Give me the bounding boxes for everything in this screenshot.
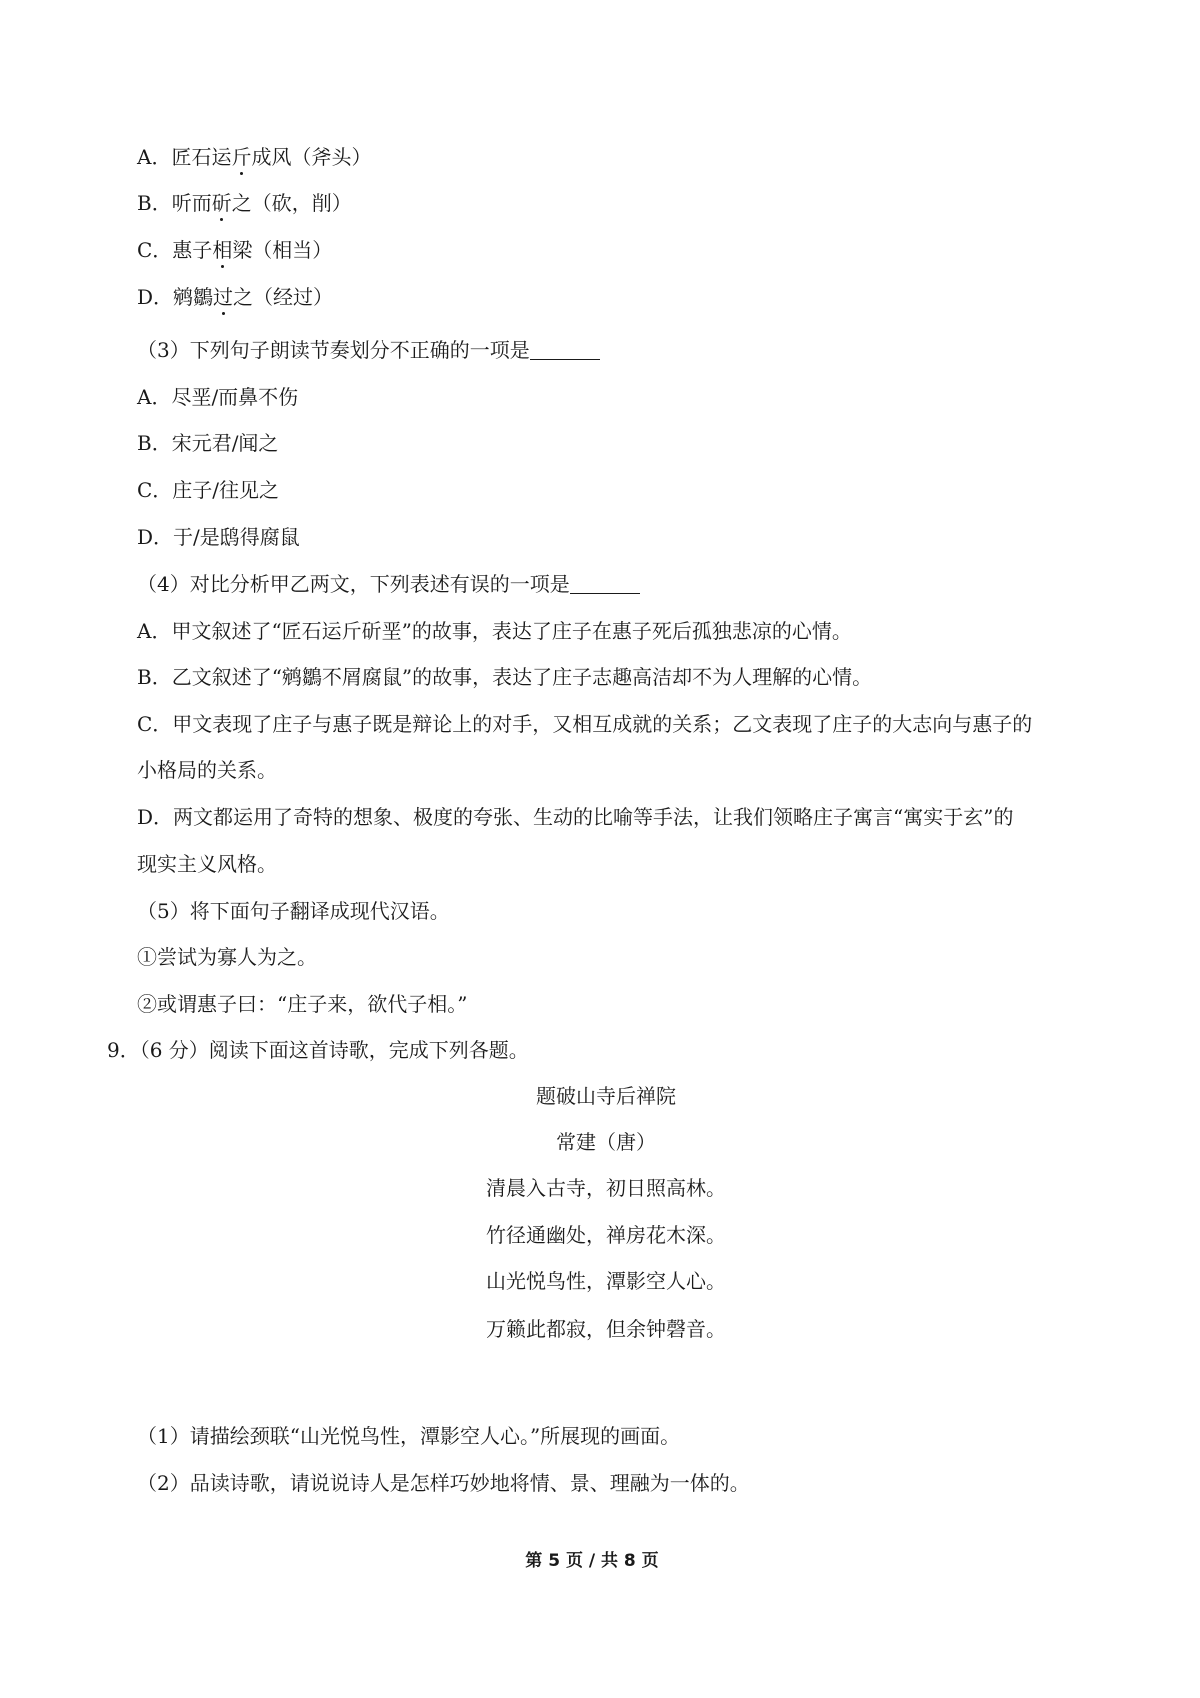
option-text: 梁（相当） xyxy=(232,238,333,262)
q4-option-d: D．两文都运用了奇特的想象、极度的夸张、生动的比喻等手法，让我们领略庄子寓言“寓实于玄”的 xyxy=(137,805,1014,829)
answer-blank xyxy=(530,339,600,360)
emphasized-char: 斤 xyxy=(231,145,252,169)
q4-option-d-continued: 现实主义风格。 xyxy=(137,852,277,876)
q5-item-1: ①尝试为寡人为之。 xyxy=(137,945,317,969)
q4-stem xyxy=(137,570,640,598)
option-text: 之（砍，削） xyxy=(231,191,352,215)
question-text: （3）下列句子朗读节奏划分不正确的一项是 xyxy=(137,338,530,362)
q2-option-a xyxy=(137,143,371,171)
q3-option-a: A．尽垩/而鼻不伤 xyxy=(137,385,299,409)
poem-title: 题破山寺后禅院 xyxy=(536,1084,676,1108)
poem-line: 清晨入古寺，初日照高林。 xyxy=(486,1176,726,1200)
answer-blank xyxy=(570,573,640,594)
q9-stem: 9．（6 分）阅读下面这首诗歌，完成下列各题。 xyxy=(107,1038,529,1062)
option-text: A．匠石运 xyxy=(137,145,232,169)
q2-option-d xyxy=(137,283,333,311)
q4-option-c: C．甲文表现了庄子与惠子既是辩论上的对手，又相互成就的关系；乙文表现了庄子的大志向与惠子的 xyxy=(137,712,1033,736)
q5-item-2: ②或谓惠子曰：“庄子来，欲代子相。” xyxy=(137,992,468,1016)
q3-option-c: C．庄子/往见之 xyxy=(137,478,280,502)
page-footer: 第 5 页 / 共 8 页 xyxy=(525,1551,659,1571)
q3-stem xyxy=(137,336,600,364)
q3-option-d: D．于/是鸱得腐鼠 xyxy=(137,525,300,549)
poem-line: 山光悦鸟性，潭影空人心。 xyxy=(486,1269,726,1293)
q5-stem: （5）将下面句子翻译成现代汉语。 xyxy=(137,899,450,923)
q4-option-a: A．甲文叙述了“匠石运斤斫垩”的故事，表达了庄子在惠子死后孤独悲凉的心情。 xyxy=(137,619,852,643)
q3-option-b: B．宋元君/闻之 xyxy=(137,431,279,455)
poem-line: 竹径通幽处，禅房花木深。 xyxy=(486,1223,726,1247)
emphasized-char: 斫 xyxy=(211,191,232,215)
emphasized-char: 过 xyxy=(213,285,234,309)
option-text: D．鹓鶵 xyxy=(137,285,214,309)
option-text: 之（经过） xyxy=(233,285,334,309)
q9-subquestion-2: （2）品读诗歌，请说说诗人是怎样巧妙地将情、景、理融为一体的。 xyxy=(137,1471,750,1495)
poem-line: 万籁此都寂，但余钟磬音。 xyxy=(486,1317,726,1341)
q2-option-c xyxy=(137,236,332,264)
question-text: （4）对比分析甲乙两文，下列表述有误的一项是 xyxy=(137,572,570,596)
q4-option-b: B．乙文叙述了“鹓鶵不屑腐鼠”的故事，表达了庄子志趣高洁却不为人理解的心情。 xyxy=(137,665,873,689)
q4-option-c-continued: 小格局的关系。 xyxy=(137,758,277,782)
poem-author: 常建（唐） xyxy=(556,1130,656,1154)
option-text: 成风（斧头） xyxy=(251,145,372,169)
option-text: B．听而 xyxy=(137,191,212,215)
q2-option-b xyxy=(137,189,352,217)
option-text: C．惠子 xyxy=(137,238,213,262)
emphasized-char: 相 xyxy=(212,238,233,262)
q9-subquestion-1: （1）请描绘颈联“山光悦鸟性，潭影空人心。”所展现的画面。 xyxy=(137,1424,681,1448)
